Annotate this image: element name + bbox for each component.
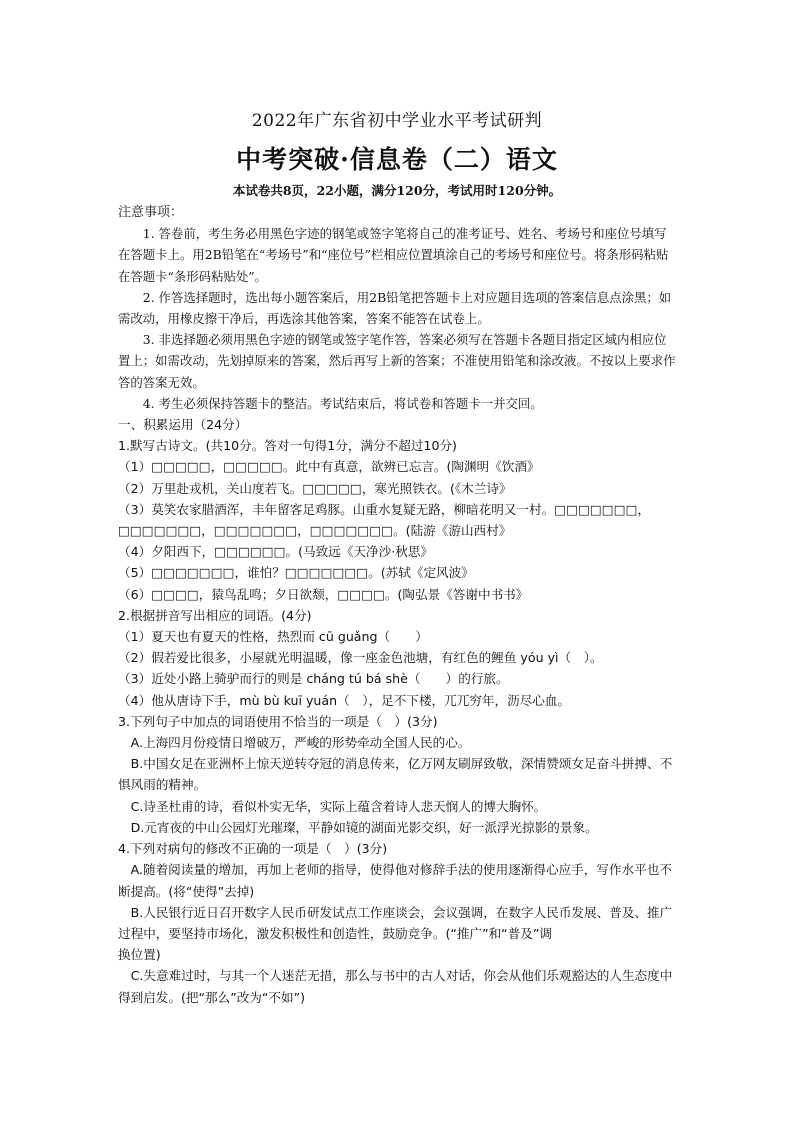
q3-stem: 3.下列句子中加点的词语使用不恰当的一项是（ ）(3分) bbox=[118, 713, 438, 729]
q1-line-5: （5）□□□□□□□，谁怕？□□□□□□□。(苏轼《定风波》 bbox=[118, 565, 474, 581]
notice-heading: 注意事项： bbox=[118, 205, 184, 220]
q1-line-6: （6）□□□□，猿鸟乱鸣；夕日欲颓，□□□□。(陶弘景《答谢中书书》 bbox=[118, 586, 529, 602]
notice-item-2: 2. 作答选择题时，选出每小题答案后，用2B铅笔把答题卡上对应题目选项的答案信息点涂黑；如需改动，用橡皮擦干净后，再选涂其他答案，答案不能答在试卷上。 bbox=[118, 289, 672, 327]
q4-option-a: A.随着阅读量的增加，再加上老师的指导，使得他对修辞手法的使用逐渐得心应手，写作水平也不断提高。(将“使得”去掉) bbox=[118, 862, 672, 899]
q2-line-1: （1）夏天也有夏天的性格，热烈而 cū guǎng（ ） bbox=[118, 629, 428, 645]
notice-item-1: 1. 答卷前，考生务必用黑色字迹的钢笔或签字笔将自己的准考证号、姓名、考场号和座位号填写在答题卡上。用2B铅笔在“考场号”和“座位号”栏相应位置填涂自己的考场号和座位号。将条形码粘贴在答题卡“条形码粘贴处”。 bbox=[118, 226, 669, 284]
q3-option-d: D.元宵夜的中山公园灯光璀璨，平静如镜的湖面光影交织，好一派浮光掠影的景象。 bbox=[130, 819, 598, 835]
section-1 bbox=[118, 414, 678, 1008]
q2-line-2: （2）假若爱比很多，小屋就光明温暖，像一座金色池塘，有红色的鲤鱼 yóu yì（ ）。 bbox=[118, 650, 603, 666]
q1-line-4: （4）夕阳西下，□□□□□□。(马致远《天净沙·秋思》 bbox=[118, 544, 434, 560]
notice-section bbox=[118, 202, 678, 414]
notice-item-3: 3. 非选择题必须用黑色字迹的钢笔或签字笔作答，答案必须写在答题卡各题目指定区域内相应位置上；如需改动，先划掉原来的答案，然后再写上新的答案；不准使用铅笔和涂改液。不按以上要求作答的答案无效。 bbox=[118, 332, 676, 390]
q4-option-b-cont: 换位置) bbox=[118, 947, 161, 963]
q1-stem: 1.默写古诗文。(共10分。答对一句得1分，满分不超过10分) bbox=[118, 438, 457, 454]
exam-header-title: 2022年广东省初中学业水平考试研判 bbox=[251, 111, 543, 131]
q1-line-3: （3）莫笑农家腊酒浑，丰年留客足鸡豚。山重水复疑无路，柳暗花明又一村。□□□□□□□，□□□□□□□，□□□□□□□，□□□□□□□。(陆游《游山西村》 bbox=[118, 501, 651, 539]
section-1-heading: 一、积累运用（24分） bbox=[118, 417, 248, 433]
q4-option-b: B.人民银行近日召开数字人民币研发试点工作座谈会，会议强调，在数字人民币发展、普及、推广过程中，要坚持市场化，激发积极性和创造性，鼓励竞争。(“推广”和“普及”调 bbox=[118, 904, 673, 941]
q3-option-a: A.上海四月份疫情日增破万，严峻的形势牵动全国人民的心。 bbox=[130, 735, 471, 751]
exam-subtitle: 本试卷共8页，22小题，满分120分，考试用时120分钟。 bbox=[232, 183, 562, 198]
exam-body bbox=[118, 202, 678, 1008]
exam-main-title: 中考突破·信息卷（二）语文 bbox=[236, 145, 558, 174]
q2-stem: 2.根据拼音写出相应的词语。(4分) bbox=[118, 607, 312, 623]
q2-line-4: （4）他从唐诗下手，mù bù kuī yuán（ ），足不下楼，兀兀穷年，沥尽心血。 bbox=[118, 692, 571, 708]
q1-line-2: （2）万里赴戎机，关山度若飞。□□□□□，寒光照铁衣。(《木兰诗》 bbox=[118, 480, 512, 496]
q3-option-b: B.中国女足在亚洲杯上惊天逆转夺冠的消息传来，亿万网友刷屏致敬，深情赞颂女足奋斗拼搏、不惧风雨的精神。 bbox=[118, 756, 673, 793]
q2-line-3: （3）近处小路上骑驴而行的则是 cháng tú bá shè（ ）的行旅。 bbox=[118, 671, 509, 687]
q1-line-1: （1）□□□□□，□□□□□。此中有真意，欲辨已忘言。(陶渊明《饮酒》 bbox=[118, 459, 540, 475]
q3-option-c: C.诗圣杜甫的诗，看似朴实无华，实际上蕴含着诗人悲天悯人的博大胸怀。 bbox=[130, 798, 547, 814]
notice-item-4: 4. 考生必须保持答题卡的整洁。考试结束后，将试卷和答题卡一并交回。 bbox=[142, 395, 543, 411]
q4-option-c: C.失意难过时，与其一个人迷茫无措，那么与书中的古人对话，你会从他们乐观豁达的人生态度中得到启发。(把“那么”改为“不如”) bbox=[118, 968, 673, 1005]
q4-stem: 4.下列对病句的修改不正确的一项是（ ）(3分) bbox=[118, 841, 388, 857]
